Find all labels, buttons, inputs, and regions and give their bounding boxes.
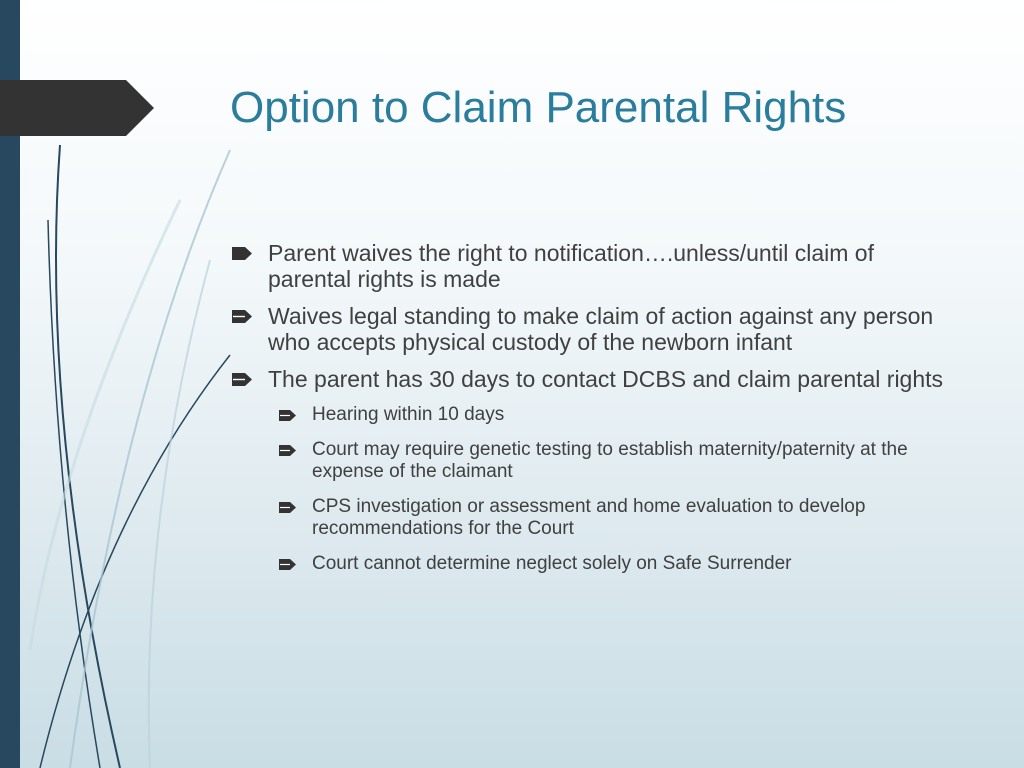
sub-bullet-text: CPS investigation or assessment and home evaluation to develop recommendations for the Court: [312, 496, 866, 539]
bullet-item: [230, 240, 960, 292]
sub-bullet-item: [230, 553, 960, 575]
sub-bullet-text: Court cannot determine neglect solely on Safe Surrender: [312, 553, 792, 574]
arrow-right-icon: [279, 502, 296, 513]
bullet-text: Waives legal standing to make claim of action against any person who accepts physical custody of the newborn infant: [268, 303, 934, 355]
arrow-right-icon: [232, 310, 252, 323]
bullet-text: The parent has 30 days to contact DCBS and claim parental rights: [268, 366, 944, 392]
sub-bullet-text: Hearing within 10 days: [312, 404, 505, 425]
arrow-right-icon: [232, 247, 252, 260]
sub-bullet-text: Court may require genetic testing to establish maternity/paternity at the expense of the claimant: [312, 439, 908, 482]
sub-bullet-item: [230, 496, 960, 540]
bullet-item: [230, 303, 960, 355]
arrow-right-icon: [279, 410, 296, 421]
slide-title: Option to Claim Parental Rights: [230, 83, 847, 132]
arrow-right-icon: [279, 559, 296, 570]
bullet-text: Parent waives the right to notification….unless/until claim of parental rights is made: [268, 240, 874, 292]
title-arrow-tab: [0, 80, 154, 136]
sub-bullet-item: [230, 439, 960, 483]
arrow-right-icon: [232, 373, 252, 386]
bullet-item: [230, 366, 960, 392]
sub-bullet-item: [230, 404, 960, 426]
sub-bullet-list: [230, 404, 960, 575]
slide-content: [230, 240, 960, 588]
arrow-right-icon: [279, 445, 296, 456]
